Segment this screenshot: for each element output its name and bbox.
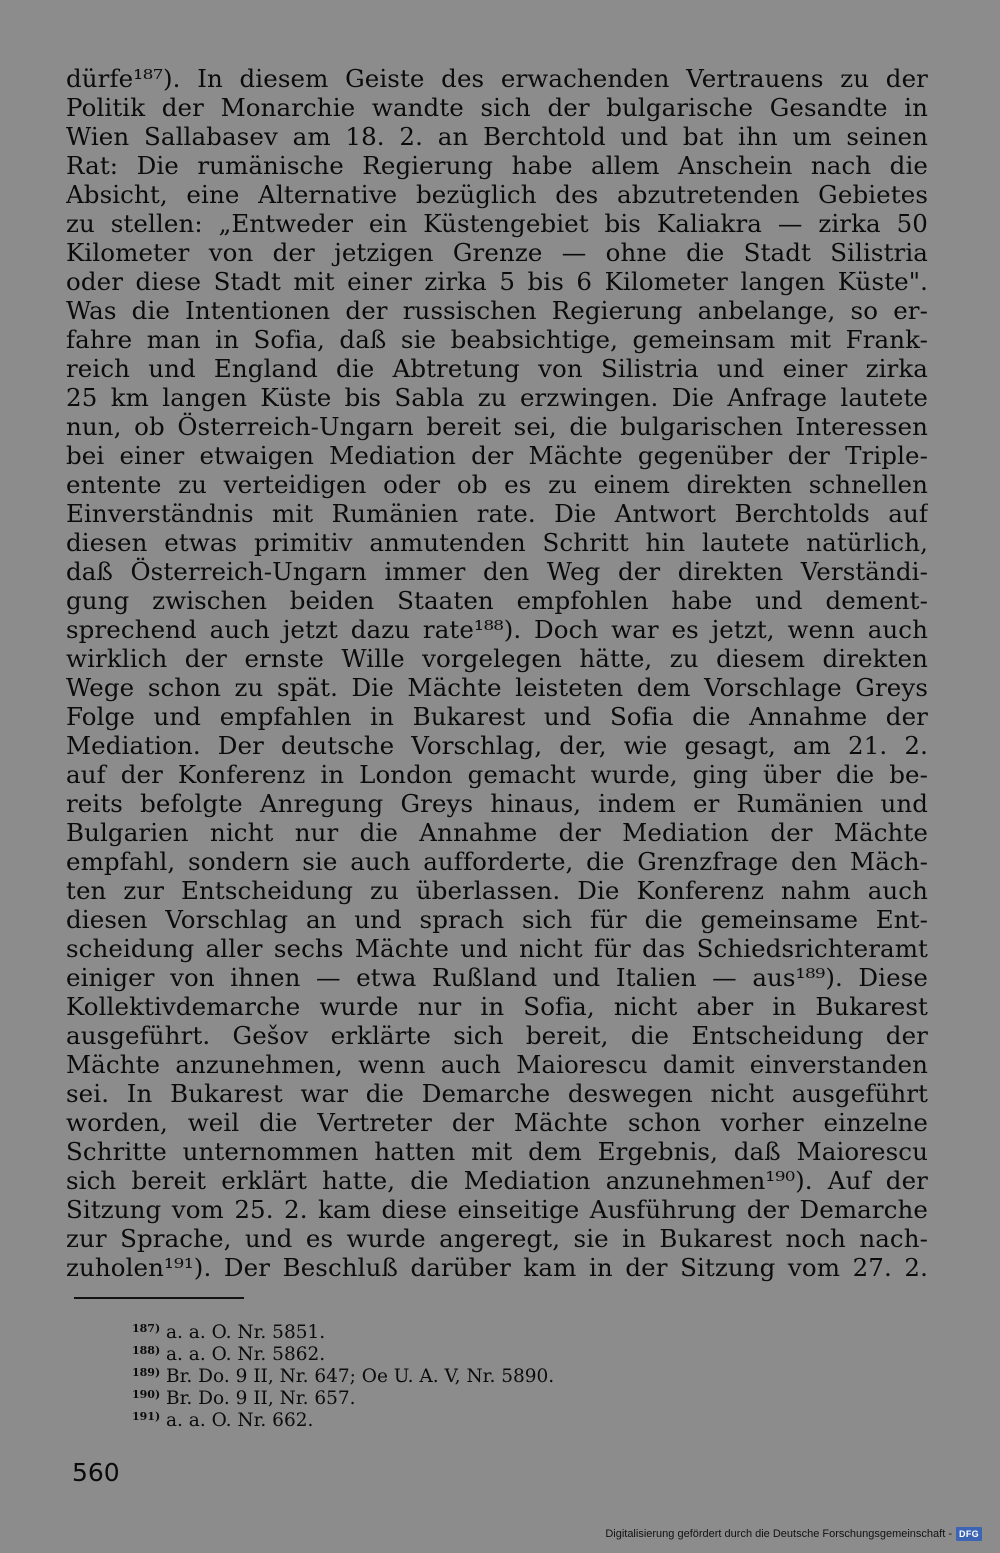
text-line: Bulgarien nicht nur die Annahme der Mediation der Mächte — [66, 818, 928, 847]
footnote — [132, 1340, 832, 1365]
text-line: Politik der Monarchie wandte sich der bulgarische Gesandte in — [66, 93, 928, 122]
footnote — [132, 1362, 832, 1387]
text-line: Schritte unternommen hatten mit dem Ergebnis, daß Maiorescu — [66, 1137, 928, 1166]
text-line: Wien Sallabasev am 18. 2. an Berchtold und bat ihn um seinen — [66, 122, 928, 151]
text-line: ausgeführt. Gešov erklärte sich bereit, die Entscheidung der — [66, 1021, 928, 1050]
text-line: diesen Vorschlag an und sprach sich für die gemeinsame Ent- — [66, 905, 928, 934]
text-line: Was die Intentionen der russischen Regierung anbelange, so er- — [66, 296, 928, 325]
text-line: zuholen¹⁹¹). Der Beschluß darüber kam in der Sitzung vom 27. 2. — [66, 1253, 928, 1282]
text-line: diesen etwas primitiv anmutenden Schritt hin lautete natürlich, — [66, 528, 928, 557]
text-line: auf der Konferenz in London gemacht wurde, ging über die be- — [66, 760, 928, 789]
footnote — [132, 1318, 832, 1343]
text-line: Kilometer von der jetzigen Grenze — ohne die Stadt Silistria — [66, 238, 928, 267]
text-line: entente zu verteidigen oder ob es zu einem direkten schnellen — [66, 470, 928, 499]
text-line: worden, weil die Vertreter der Mächte schon vorher einzelne — [66, 1108, 928, 1137]
text-line: dürfe¹⁸⁷). In diesem Geiste des erwachenden Vertrauens zu der — [66, 64, 928, 93]
page-number: 560 — [72, 1458, 120, 1487]
footnote-text: Br. Do. 9 II, Nr. 657. — [166, 1388, 356, 1409]
text-line: Wege schon zu spät. Die Mächte leisteten dem Vorschlage Greys — [66, 673, 928, 702]
footnote-number: 191) — [132, 1410, 161, 1423]
text-line: zur Sprache, und es wurde angeregt, sie in Bukarest noch nach- — [66, 1224, 928, 1253]
text-line: wirklich der ernste Wille vorgelegen hätte, zu diesem direkten — [66, 644, 928, 673]
footnote-number: 188) — [132, 1344, 161, 1357]
text-line: Kollektivdemarche wurde nur in Sofia, nicht aber in Bukarest — [66, 992, 928, 1021]
footnote-number: 189) — [132, 1366, 161, 1379]
text-line: bei einer etwaigen Mediation der Mächte gegenüber der Triple- — [66, 441, 928, 470]
text-line: zu stellen: „Entweder ein Küstengebiet bis Kaliakra — zirka 50 — [66, 209, 928, 238]
text-line: Mächte anzunehmen, wenn auch Maiorescu damit einverstanden — [66, 1050, 928, 1079]
footnote-separator — [74, 1297, 244, 1299]
footnote-text: a. a. O. Nr. 662. — [166, 1410, 314, 1431]
body-text — [66, 64, 928, 1282]
footnote-number: 190) — [132, 1388, 161, 1401]
text-line: Einverständnis mit Rumänien rate. Die Antwort Berchtolds auf — [66, 499, 928, 528]
footnote-number: 187) — [132, 1322, 161, 1335]
text-line: Mediation. Der deutsche Vorschlag, der, wie gesagt, am 21. 2. — [66, 731, 928, 760]
footnote — [132, 1406, 832, 1431]
footnotes — [132, 1318, 832, 1431]
text-line: oder diese Stadt mit einer zirka 5 bis 6 Kilometer langen Küste". — [66, 267, 928, 296]
funding-credit — [605, 1527, 982, 1541]
text-line: daß Österreich-Ungarn immer den Weg der direkten Verständi- — [66, 557, 928, 586]
text-line: 25 km langen Küste bis Sabla zu erzwingen. Die Anfrage lautete — [66, 383, 928, 412]
text-line: sprechend auch jetzt dazu rate¹⁸⁸). Doch war es jetzt, wenn auch — [66, 615, 928, 644]
dfg-logo-icon: DFG — [956, 1527, 982, 1541]
text-line: fahre man in Sofia, daß sie beabsichtige, gemeinsam mit Frank- — [66, 325, 928, 354]
footnote-text: Br. Do. 9 II, Nr. 647; Oe U. A. V, Nr. 5890. — [166, 1366, 555, 1387]
text-line: ten zur Entscheidung zu überlassen. Die Konferenz nahm auch — [66, 876, 928, 905]
text-line: sich bereit erklärt hatte, die Mediation anzunehmen¹⁹⁰). Auf der — [66, 1166, 928, 1195]
text-line: Folge und empfahlen in Bukarest und Sofia die Annahme der — [66, 702, 928, 731]
text-line: scheidung aller sechs Mächte und nicht für das Schiedsrichteramt — [66, 934, 928, 963]
text-line: reits befolgte Anregung Greys hinaus, indem er Rumänien und — [66, 789, 928, 818]
text-line: gung zwischen beiden Staaten empfohlen habe und dement- — [66, 586, 928, 615]
footnote-text: a. a. O. Nr. 5851. — [166, 1322, 326, 1343]
text-line: Rat: Die rumänische Regierung habe allem Anschein nach die — [66, 151, 928, 180]
text-line: Sitzung vom 25. 2. kam diese einseitige Ausführung der Demarche — [66, 1195, 928, 1224]
footnote — [132, 1384, 832, 1409]
text-line: einiger von ihnen — etwa Rußland und Italien — aus¹⁸⁹). Diese — [66, 963, 928, 992]
footnote-text: a. a. O. Nr. 5862. — [166, 1344, 326, 1365]
text-line: empfahl, sondern sie auch aufforderte, die Grenzfrage den Mäch- — [66, 847, 928, 876]
text-line: Absicht, eine Alternative bezüglich des abzutretenden Gebietes — [66, 180, 928, 209]
text-line: reich und England die Abtretung von Silistria und einer zirka — [66, 354, 928, 383]
funding-note: Digitalisierung gefördert durch die Deutsche Forschungsgemeinschaft - — [605, 1528, 952, 1540]
text-line: nun, ob Österreich-Ungarn bereit sei, die bulgarischen Interessen — [66, 412, 928, 441]
text-line: sei. In Bukarest war die Demarche deswegen nicht ausgeführt — [66, 1079, 928, 1108]
